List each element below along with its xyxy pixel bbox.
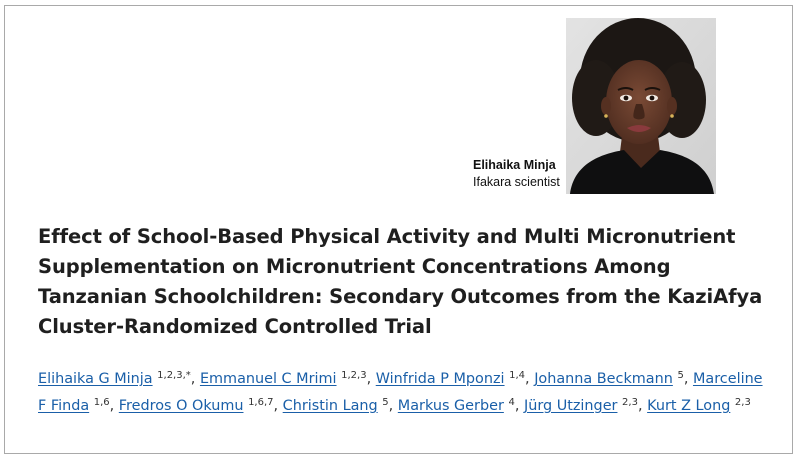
author-affiliation: 1,6,7 — [248, 397, 274, 408]
author-link-marceline-finda[interactable]: Marceline F Finda — [38, 371, 763, 414]
author-link-johanna-beckmann[interactable]: Johanna Beckmann — [534, 371, 673, 387]
article-title: Effect of School-Based Physical Activity and Multi Micronutrient Supplementation on Micronutrient Concentrations Among Tanzanian Schoolchildren: Secondary Outcomes from the KaziAfya Cluster-Randomized Controlled Trial — [38, 225, 763, 338]
author-list — [38, 366, 768, 420]
author-link-markus-gerber[interactable]: Markus Gerber — [397, 398, 504, 414]
photo-caption — [473, 157, 569, 191]
author-affiliation: 1,6 — [93, 397, 110, 408]
scientist-name: Elihaika Minja — [473, 158, 556, 172]
author-item: Jürg Utzinger $^{2,3}$, — [523, 397, 648, 414]
author-link-christin-lang[interactable]: Christin Lang — [282, 398, 378, 414]
author-link-kurt-long[interactable]: Kurt Z Long — [647, 398, 731, 414]
author-affiliation: 2,3 — [734, 397, 751, 408]
author-item: Emmanuel C Mrimi $^{1,2,3}$, — [199, 370, 376, 387]
author-item: Johanna Beckmann $^5$, — [534, 370, 693, 387]
author-item: Winfrida P Mponzi $^{1,4}$, — [375, 370, 535, 387]
author-affiliation: 5 — [677, 370, 684, 381]
author-item: Christin Lang $^5$, — [282, 397, 398, 414]
author-item: Markus Gerber $^4$, — [397, 397, 524, 414]
author-item: Fredros O Okumu $^{1,6,7}$, — [118, 397, 283, 414]
author-link-elihaika-minja[interactable]: Elihaika G Minja — [38, 371, 153, 387]
author-link-jurg-utzinger[interactable]: Jürg Utzinger — [523, 398, 618, 414]
author-affiliation: 1,2,3,* — [157, 370, 191, 381]
author-affiliation: 2,3 — [622, 397, 638, 408]
author-item: Elihaika G Minja $^{1,2,3,*}$, — [38, 370, 200, 387]
scientist-role: Ifakara scientist — [473, 175, 560, 189]
author-link-emmanuel-mrimi[interactable]: Emmanuel C Mrimi — [199, 371, 337, 387]
scientist-portrait — [566, 18, 716, 194]
author-affiliation: 4 — [508, 397, 515, 408]
author-affiliation: 1,4 — [509, 370, 526, 381]
author-link-fredros-okumu[interactable]: Fredros O Okumu — [118, 398, 244, 414]
author-link-winfrida-mponzi[interactable]: Winfrida P Mponzi — [375, 371, 505, 387]
author-item — [647, 398, 751, 414]
author-item: Marceline F Finda $^{1,6}$, — [38, 371, 763, 414]
author-affiliation: 1,2,3 — [341, 370, 367, 381]
author-affiliation: 5 — [382, 397, 389, 408]
